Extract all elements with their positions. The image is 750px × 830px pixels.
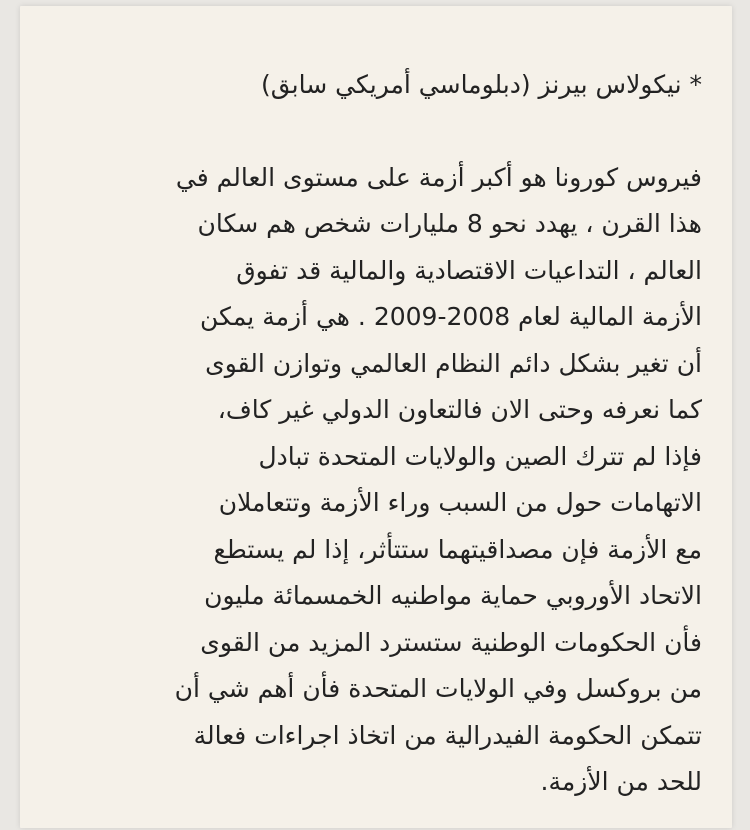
body-line: فإذا لم تترك الصين والولايات المتحدة تبادل [258,441,702,471]
body-line: من بروكسل وفي الولايات المتحدة فأن أهم شي أن [174,674,702,703]
body-line: كما نعرفه وحتى الان فالتعاون الدولي غير كاف، [217,395,702,424]
body-line: مع الأزمة فإن مصداقيتهما ستتأثر، إذا لم يستطع [213,534,702,564]
note-heading: * نيكولاس بيرنز (دبلوماسي أمريكي سابق) [261,70,702,99]
body-line: هذا القرن ، يهدد نحو 8 مليارات شخص هم سكان [197,209,702,238]
body-line: أن تغير بشكل دائم النظام العالمي وتوازن القوى [205,348,702,378]
body-line: الاتهامات حول من السبب وراء الأزمة وتتعاملان [218,488,702,517]
paragraph-spacer [50,109,702,155]
body-line: فأن الحكومات الوطنية ستسترد المزيد من القوى [200,627,702,657]
body-line: تتمكن الحكومة الفيدرالية من اتخاذ اجراءات فعالة [193,720,702,750]
body-line: للحد من الأزمة. [540,767,702,796]
body-line: العالم ، التداعيات الاقتصادية والمالية قد تفوق [236,255,702,285]
body-line: فيروس كورونا هو أكبر أزمة على مستوى العالم في [175,162,702,192]
note-text [50,62,702,806]
body-line: الاتحاد الأوروبي حماية مواطنيه الخمسمائة مليون [204,581,702,610]
body-line: الأزمة المالية لعام 2008-2009 . هي أزمة يمكن [200,302,702,331]
note-page [20,6,732,828]
